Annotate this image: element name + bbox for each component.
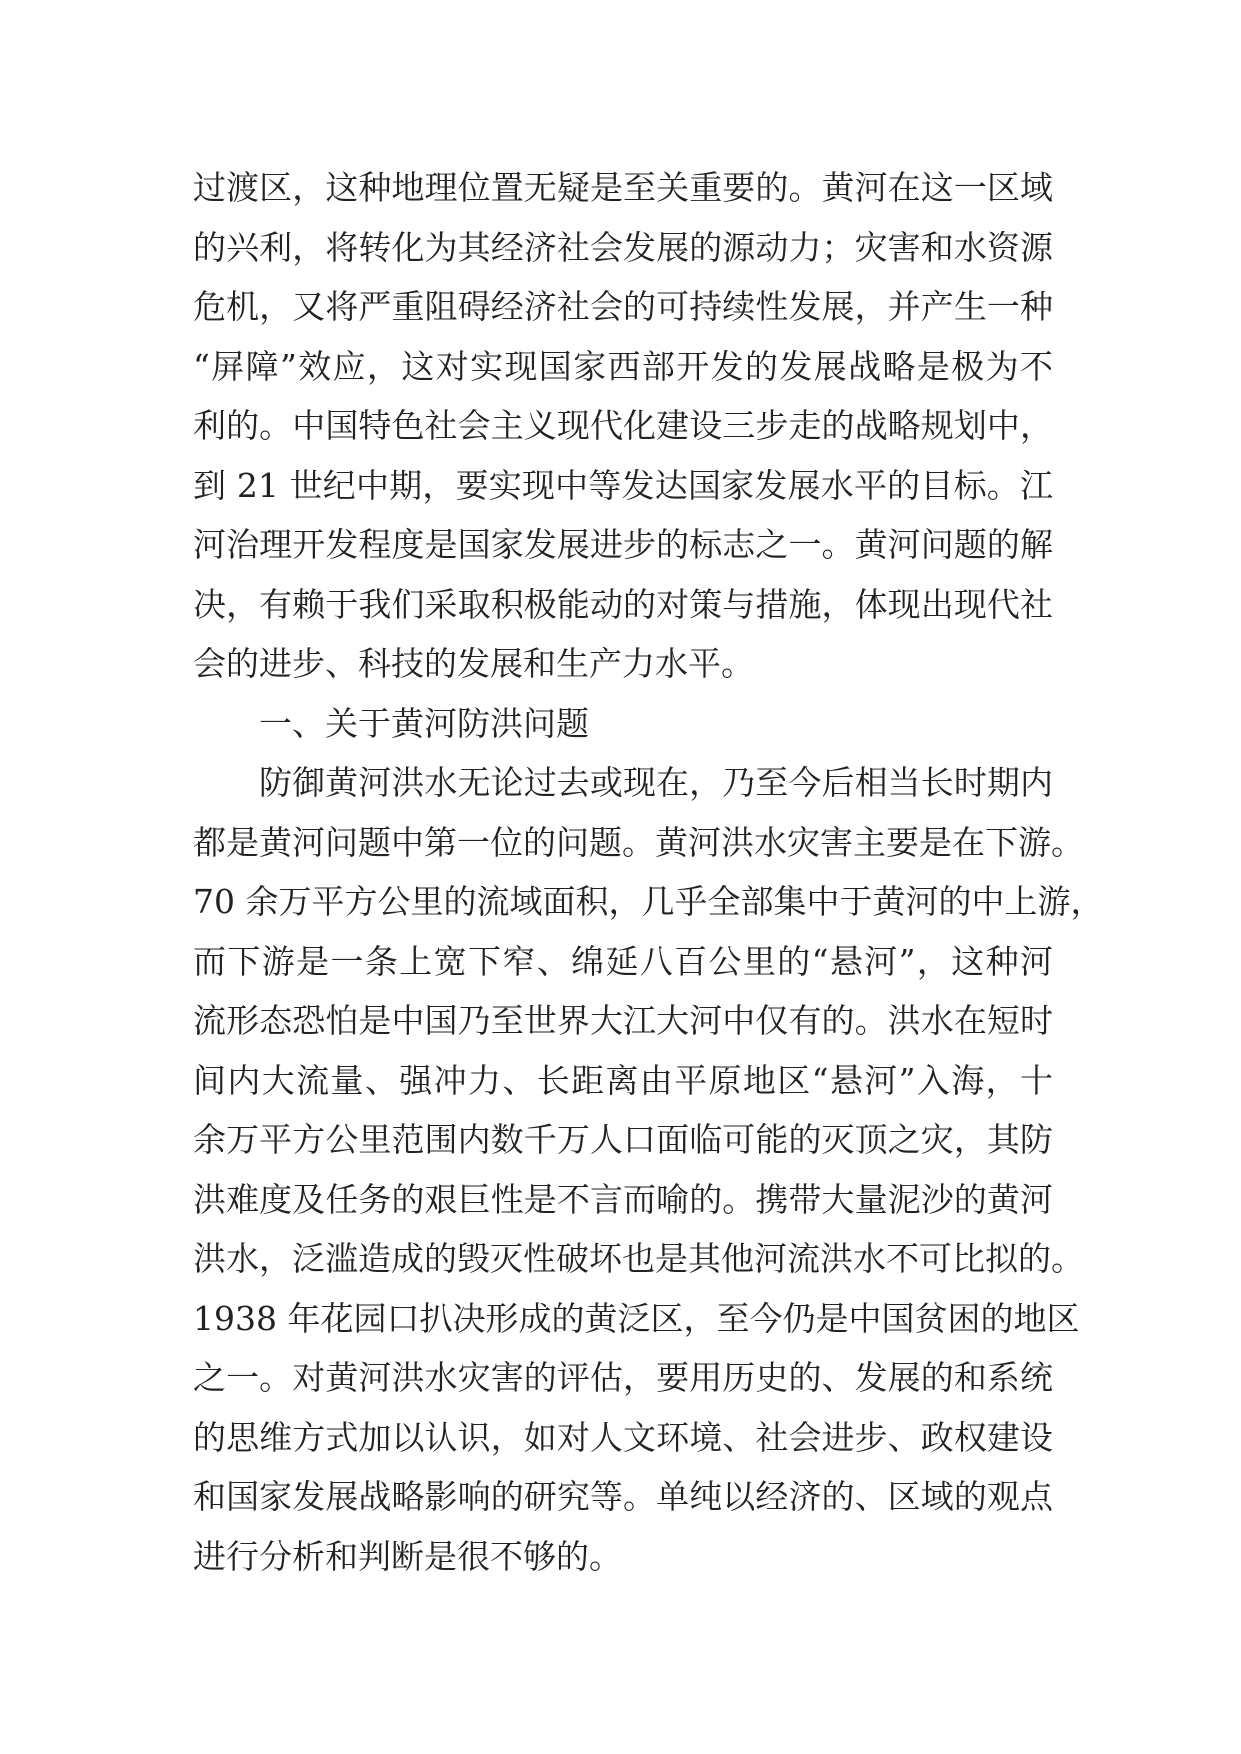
text-line: 会的进步、科技的发展和生产力水平。 xyxy=(193,644,754,683)
text-line: 防御黄河洪水无论过去或现在，乃至今后相当长时期内 xyxy=(259,763,1053,802)
text-line: 决，有赖于我们采取积极能动的对策与措施，体现出现代社 xyxy=(193,584,1053,624)
text-line: 到 21 世纪中期，要实现中等发达国家发展水平的目标。江 xyxy=(193,465,1053,505)
text-line: 利的。中国特色社会主义现代化建设三步走的战略规划中， xyxy=(193,406,1053,445)
text-line: 70 余万平方公里的流域面积，几乎全部集中于黄河的中上游， xyxy=(193,882,1104,921)
text-line: 河治理开发程度是国家发展进步的标志之一。黄河问题的解 xyxy=(193,525,1053,564)
text-line: 的兴利，将转化为其经济社会发展的源动力；灾害和水资源 xyxy=(193,227,1053,267)
text-line: 过渡区，这种地理位置无疑是至关重要的。黄河在这一区域 xyxy=(193,168,1053,207)
text-line: 1938 年花园口扒决形成的黄泛区，至今仍是中国贫困的地区 xyxy=(193,1298,1080,1338)
text-line: 洪水，泛滥造成的毁灭性破坏也是其他河流洪水不可比拟的。 xyxy=(193,1239,1084,1278)
text-line: 而下游是一条上宽下窄、绵延八百公里的“悬河”，这种河 xyxy=(193,941,1053,981)
text-line: 余万平方公里范围内数千万人口面临可能的灭顶之灾，其防 xyxy=(193,1120,1053,1159)
text-line: “屏障”效应，这对实现国家西部开发的发展战略是极为不 xyxy=(193,346,1053,386)
text-line: 之一。对黄河洪水灾害的评估，要用历史的、发展的和系统 xyxy=(193,1358,1053,1397)
text-line: 间内大流量、强冲力、长距离由平原地区“悬河”入海，十 xyxy=(193,1060,1053,1100)
text-line: 都是黄河问题中第一位的问题。黄河洪水灾害主要是在下游。 xyxy=(193,822,1084,862)
text-line: 流形态恐怕是中国乃至世界大江大河中仅有的。洪水在短时 xyxy=(193,1001,1053,1040)
body-text xyxy=(193,158,1104,1586)
text-line: 和国家发展战略影响的研究等。单纯以经济的、区域的观点 xyxy=(193,1477,1053,1516)
text-line: 进行分析和判断是很不够的。 xyxy=(193,1536,622,1576)
section-heading: 一、关于黄河防洪问题 xyxy=(259,703,589,743)
text-line: 的思维方式加以认识，如对人文环境、社会进步、政权建设 xyxy=(193,1417,1053,1457)
text-line: 危机，又将严重阻碍经济社会的可持续性发展，并产生一种 xyxy=(193,287,1053,326)
text-line: 洪难度及任务的艰巨性是不言而喻的。携带大量泥沙的黄河 xyxy=(193,1179,1053,1219)
